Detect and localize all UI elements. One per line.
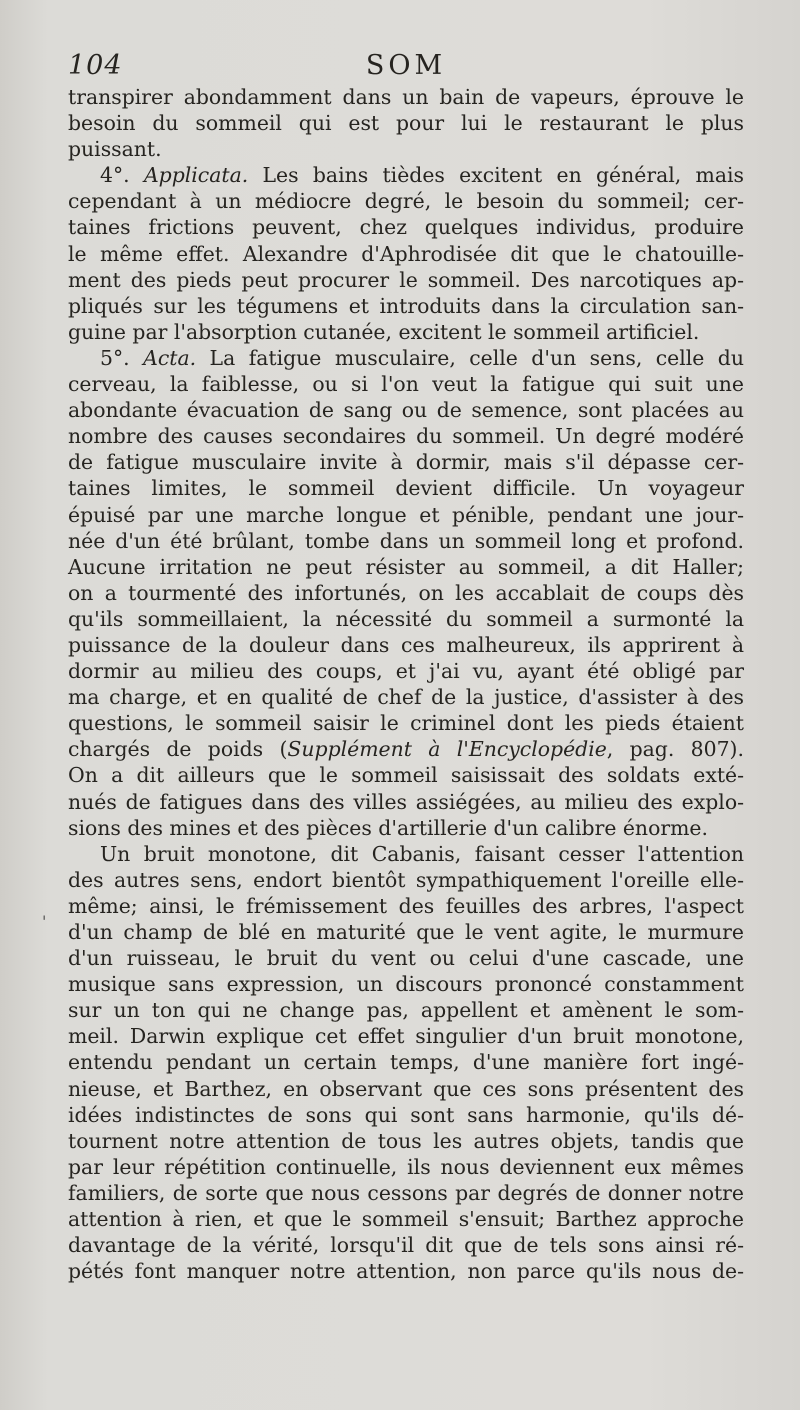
- line-text: le même effet. Alexandre d'Aphrodisée dit que le chatouille-: [68, 241, 744, 266]
- line-text: meil. Darwin explique cet effet singulier d'un bruit monotone,: [68, 1024, 744, 1049]
- line-text: épuisé par une marche longue et pénible, pendant une jour-: [68, 502, 744, 527]
- line-text: entendu pendant un certain temps, d'une manière fort ingé-: [68, 1050, 744, 1075]
- line-text: transpirer abondamment dans un bain de vapeurs, éprouve le: [68, 85, 744, 109]
- line-text: chargés de poids (: [68, 737, 288, 762]
- text-line: [68, 423, 744, 449]
- line-text: on a tourmenté des infortunés, on les accablait de coups dès: [68, 580, 744, 605]
- text-line: [68, 449, 744, 475]
- text-line: [68, 736, 744, 762]
- line-text: puissant.: [68, 137, 162, 162]
- line-text: tournent notre attention de tous les autres objets, tandis que: [68, 1128, 744, 1153]
- line-text: On a dit ailleurs que le sommeil saisissait des soldats exté-: [68, 763, 744, 788]
- line-text: familiers, de sorte que nous cessons par degrés de donner notre: [68, 1180, 744, 1205]
- line-text: des autres sens, endort bientôt sympathiquement l'oreille elle-: [68, 867, 744, 892]
- text-line: [68, 997, 744, 1023]
- line-text: ment des pieds peut procurer le sommeil. Des narcotiques ap-: [68, 267, 744, 292]
- text-line: [68, 1206, 744, 1232]
- line-text: taines limites, le sommeil devient difficile. Un voyageur: [68, 476, 744, 501]
- line-text: nieuse, et Barthez, en observant que ces sons présentent des: [68, 1076, 744, 1101]
- text-line: [68, 1258, 744, 1284]
- text-line: [68, 971, 744, 997]
- text-line: [68, 371, 744, 397]
- line-text: taines frictions peuvent, chez quelques individus, produire: [68, 215, 744, 240]
- line-text: sions des mines et des pièces d'artillerie d'un calibre énorme.: [68, 815, 708, 840]
- line-text: abondante évacuation de sang ou de semence, sont placées au: [68, 398, 744, 423]
- text-line: [68, 319, 744, 345]
- text-line: [68, 919, 744, 945]
- text-line: [68, 658, 744, 684]
- text-line: [68, 893, 744, 919]
- line-text: nombre des causes secondaires du sommeil. Un degré modéré: [68, 424, 744, 449]
- text-line: [68, 580, 744, 606]
- text-line: [68, 684, 744, 710]
- citation-reference: , pag. 807).: [606, 737, 744, 762]
- line-text: dormir au milieu des coups, et j'ai vu, ayant été obligé par: [68, 659, 744, 684]
- text-line: [68, 789, 744, 815]
- text-line: [68, 1232, 744, 1258]
- text-line: [68, 815, 744, 841]
- line-text: pétés font manquer notre attention, non parce qu'ils nous de-: [68, 1259, 744, 1284]
- text-line: [68, 1023, 744, 1049]
- margin-mark: ': [42, 912, 47, 931]
- line-text: cerveau, la faiblesse, ou si l'on veut la fatigue qui suit une: [68, 372, 744, 397]
- line-text: ma charge, et en qualité de chef de la justice, d'assister à des: [68, 685, 744, 710]
- line-text: nués de fatigues dans des villes assiégées, au milieu des explo-: [68, 789, 744, 814]
- line-text: questions, le sommeil saisir le criminel dont les pieds étaient: [68, 711, 744, 736]
- text-line: [68, 762, 744, 788]
- text-line: [68, 1154, 744, 1180]
- text-line: [68, 397, 744, 423]
- text-line: [68, 554, 744, 580]
- text-line: [68, 188, 744, 214]
- page-header: [68, 50, 744, 86]
- line-text: pliqués sur les tégumens et introduits dans la circulation san-: [68, 293, 744, 318]
- line-text: La fatigue musculaire, celle d'un sens, celle du: [196, 345, 744, 370]
- text-line: [68, 267, 744, 293]
- line-text: de fatigue musculaire invite à dormir, mais s'il dépasse cer-: [68, 450, 744, 475]
- line-text: d'un champ de blé en maturité que le vent agite, le murmure: [68, 920, 744, 944]
- text-line: [68, 528, 744, 554]
- text-line: [68, 867, 744, 893]
- text-line: [68, 475, 744, 501]
- text-line: [68, 345, 744, 371]
- text-line: [68, 945, 744, 971]
- line-text: par leur répétition continuelle, ils nous deviennent eux mêmes: [68, 1154, 744, 1179]
- line-text: née d'un été brûlant, tombe dans un sommeil long et profond.: [68, 528, 744, 553]
- line-text: Les bains tièdes excitent en général, mais: [248, 163, 744, 188]
- line-text: attention à rien, et que le sommeil s'ensuit; Barthez approche: [68, 1207, 744, 1232]
- line-text: musique sans expression, un discours prononcé constamment: [68, 972, 744, 997]
- text-line: [68, 110, 744, 136]
- citation-title: Supplément à l'Encyclopédie: [287, 737, 607, 762]
- text-line: [68, 841, 744, 867]
- line-text: besoin du sommeil qui est pour lui le restaurant le plus: [68, 111, 744, 136]
- line-text: cependant à un médiocre degré, le besoin du sommeil; cer-: [68, 189, 744, 214]
- text-line: [68, 632, 744, 658]
- line-text: Un bruit monotone, dit Cabanis, faisant cesser l'attention: [100, 841, 744, 866]
- line-text: sur un ton qui ne change pas, appellent et amènent le som-: [68, 998, 744, 1023]
- text-line: [68, 1180, 744, 1206]
- section-title: Applicata.: [143, 163, 249, 188]
- text-line: [68, 241, 744, 267]
- text-line: [68, 502, 744, 528]
- text-line: [68, 606, 744, 632]
- page-number: 104: [68, 50, 123, 81]
- text-line: [68, 293, 744, 319]
- line-text: même; ainsi, le frémissement des feuilles des arbres, l'aspect: [68, 893, 744, 918]
- text-line: [68, 1102, 744, 1128]
- line-text: puissance de la douleur dans ces malheureux, ils apprirent à: [68, 632, 744, 657]
- line-text: Aucune irritation ne peut résister au sommeil, a dit Haller;: [68, 554, 744, 579]
- text-line: [68, 710, 744, 736]
- text-line: [68, 84, 744, 110]
- body-text: [68, 84, 744, 1284]
- running-head: SOM: [365, 50, 447, 81]
- section-number: 5°.: [100, 345, 144, 370]
- section-number: 4°.: [100, 163, 144, 188]
- line-text: davantage de la vérité, lorsqu'il dit que de tels sons ainsi ré-: [68, 1233, 744, 1258]
- text-line: [68, 162, 744, 188]
- line-text: qu'ils sommeillaient, la nécessité du sommeil a surmonté la: [68, 606, 744, 631]
- text-line: [68, 1076, 744, 1102]
- line-text: d'un ruisseau, le bruit du vent ou celui d'une cascade, une: [68, 946, 744, 971]
- text-line: [68, 214, 744, 240]
- text-line: [68, 136, 744, 162]
- text-line: [68, 1049, 744, 1075]
- section-title: Acta.: [143, 345, 197, 370]
- text-line: [68, 1128, 744, 1154]
- line-text: guine par l'absorption cutanée, excitent le sommeil artificiel.: [68, 319, 700, 344]
- line-text: idées indistinctes de sons qui sont sans harmonie, qu'ils dé-: [68, 1102, 744, 1127]
